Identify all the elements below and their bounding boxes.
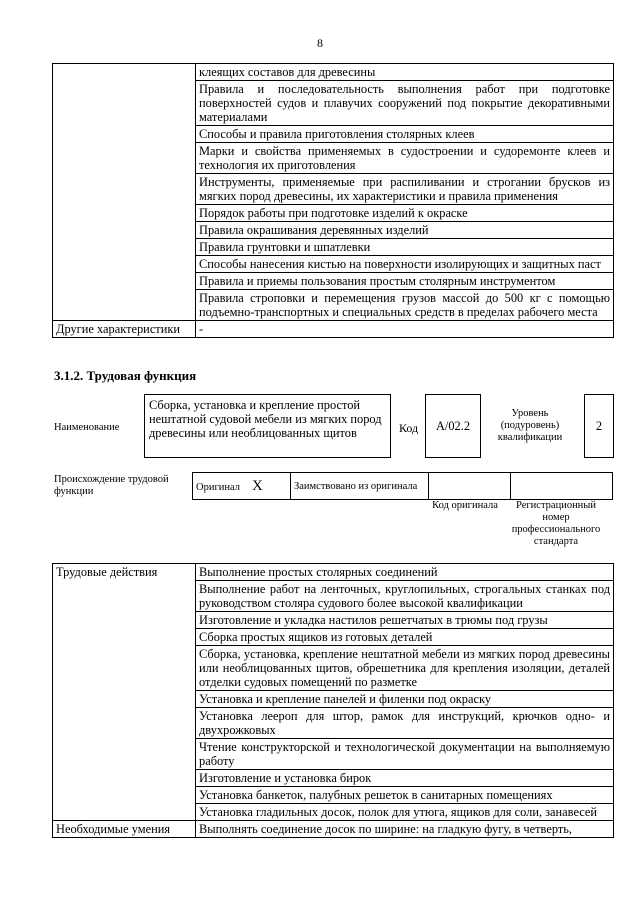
table-row (53, 64, 614, 81)
origin-borrowed-cell: Заимствовано из оригинала (291, 473, 429, 500)
knowledge-item: Инструменты, применяемые при распиливании и строгании брусков из мягких пород древесины, их характеристики и правила применения (196, 174, 614, 205)
table-row (53, 821, 614, 838)
skills-label: Необходимые умения (53, 821, 196, 838)
knowledge-item: Правила грунтовки и шпатлевки (196, 239, 614, 256)
labor-action-item: Установка гладильных досок, полок для утюга, ящиков для соли, занавесей (196, 804, 614, 821)
origin-code-cell (429, 473, 511, 500)
labor-action-item: Изготовление и установка бирок (196, 770, 614, 787)
labor-actions-label: Трудовые действия (53, 564, 196, 821)
labor-action-item: Выполнение работ на ленточных, круглопильных, строгальных станках под руководством столяра судового более высокой квалификации (196, 581, 614, 612)
origin-reg-cell (511, 473, 613, 500)
knowledge-item: клеящих составов для древесины (196, 64, 614, 81)
knowledge-item: Марки и свойства применяемых в судостроении и судоремонте клеев и технология их приготовления (196, 143, 614, 174)
origin-reg-caption: Регистрационный номер профессионального стандарта (511, 500, 601, 547)
origin-label: Происхождение трудовой функции (54, 474, 169, 497)
origin-original-cell (193, 473, 291, 500)
knowledge-item: Порядок работы при подготовке изделий к окраске (196, 205, 614, 222)
table-row (53, 564, 614, 581)
knowledge-item: Способы и правила приготовления столярных клеев (196, 126, 614, 143)
labor-action-item: Изготовление и укладка настилов решетчатых в трюмы под грузы (196, 612, 614, 629)
other-characteristics-label: Другие характеристики (53, 321, 196, 338)
function-name-box: Сборка, установка и крепление простой нештатной судовой мебели из мягких пород древесины или необлицованных щитов (144, 394, 391, 458)
labor-action-item: Выполнение простых столярных соединений (196, 564, 614, 581)
knowledge-item: Правила и последовательность выполнения работ при подготовке поверхностей судов и плавучих сооружений под покрытие декоративными материалами (196, 81, 614, 126)
skill-item: Выполнять соединение досок по ширине: на гладкую фугу, в четверть, (196, 821, 614, 838)
knowledge-item: Правила и приемы пользования простым столярным инструментом (196, 273, 614, 290)
labor-action-item: Сборка простых ящиков из готовых деталей (196, 629, 614, 646)
labor-action-item: Чтение конструкторской и технологической документации на выполняемую работу (196, 739, 614, 770)
labor-action-item: Установка банкеток, палубных решеток в санитарных помещениях (196, 787, 614, 804)
other-characteristics-value: - (196, 321, 614, 338)
code-value-box: А/02.2 (425, 394, 481, 458)
origin-original-label: Оригинал (196, 481, 240, 493)
table-row (193, 473, 613, 500)
knowledge-item: Правила строповки и перемещения грузов массой до 500 кг с помощью подъемно-транспортных и специальных средств в пределах рабочего места (196, 290, 614, 321)
qualification-level-label: Уровень (подуровень) квалификации (497, 408, 563, 443)
origin-code-caption: Код оригинала (432, 500, 498, 511)
labor-action-item: Установка и крепление панелей и филенки под окраску (196, 691, 614, 708)
section-title: 3.1.2. Трудовая функция (54, 368, 197, 383)
table-row (53, 321, 614, 338)
labor-actions-table (52, 563, 614, 838)
origin-mark: Х (252, 477, 263, 494)
labor-action-item: Сборка, установка, крепление нештатной мебели из мягких пород древесины или необлицованных щитов, обрешетника для крепления изоляции, деталей отделки судовых помещений по разметке (196, 646, 614, 691)
row-label (53, 64, 196, 321)
page-number: 8 (317, 36, 323, 50)
code-label: Код (399, 421, 419, 435)
origin-table (192, 472, 613, 500)
knowledge-item: Правила окрашивания деревянных изделий (196, 222, 614, 239)
labor-action-item: Установка леероп для штор, рамок для инструкций, крючков одно- и двухрожковых (196, 708, 614, 739)
qualification-level-box: 2 (584, 394, 614, 458)
knowledge-item: Способы нанесения кистью на поверхности изолирующих и защитных паст (196, 256, 614, 273)
knowledge-table (52, 63, 614, 338)
name-label: Наименование (54, 422, 120, 433)
